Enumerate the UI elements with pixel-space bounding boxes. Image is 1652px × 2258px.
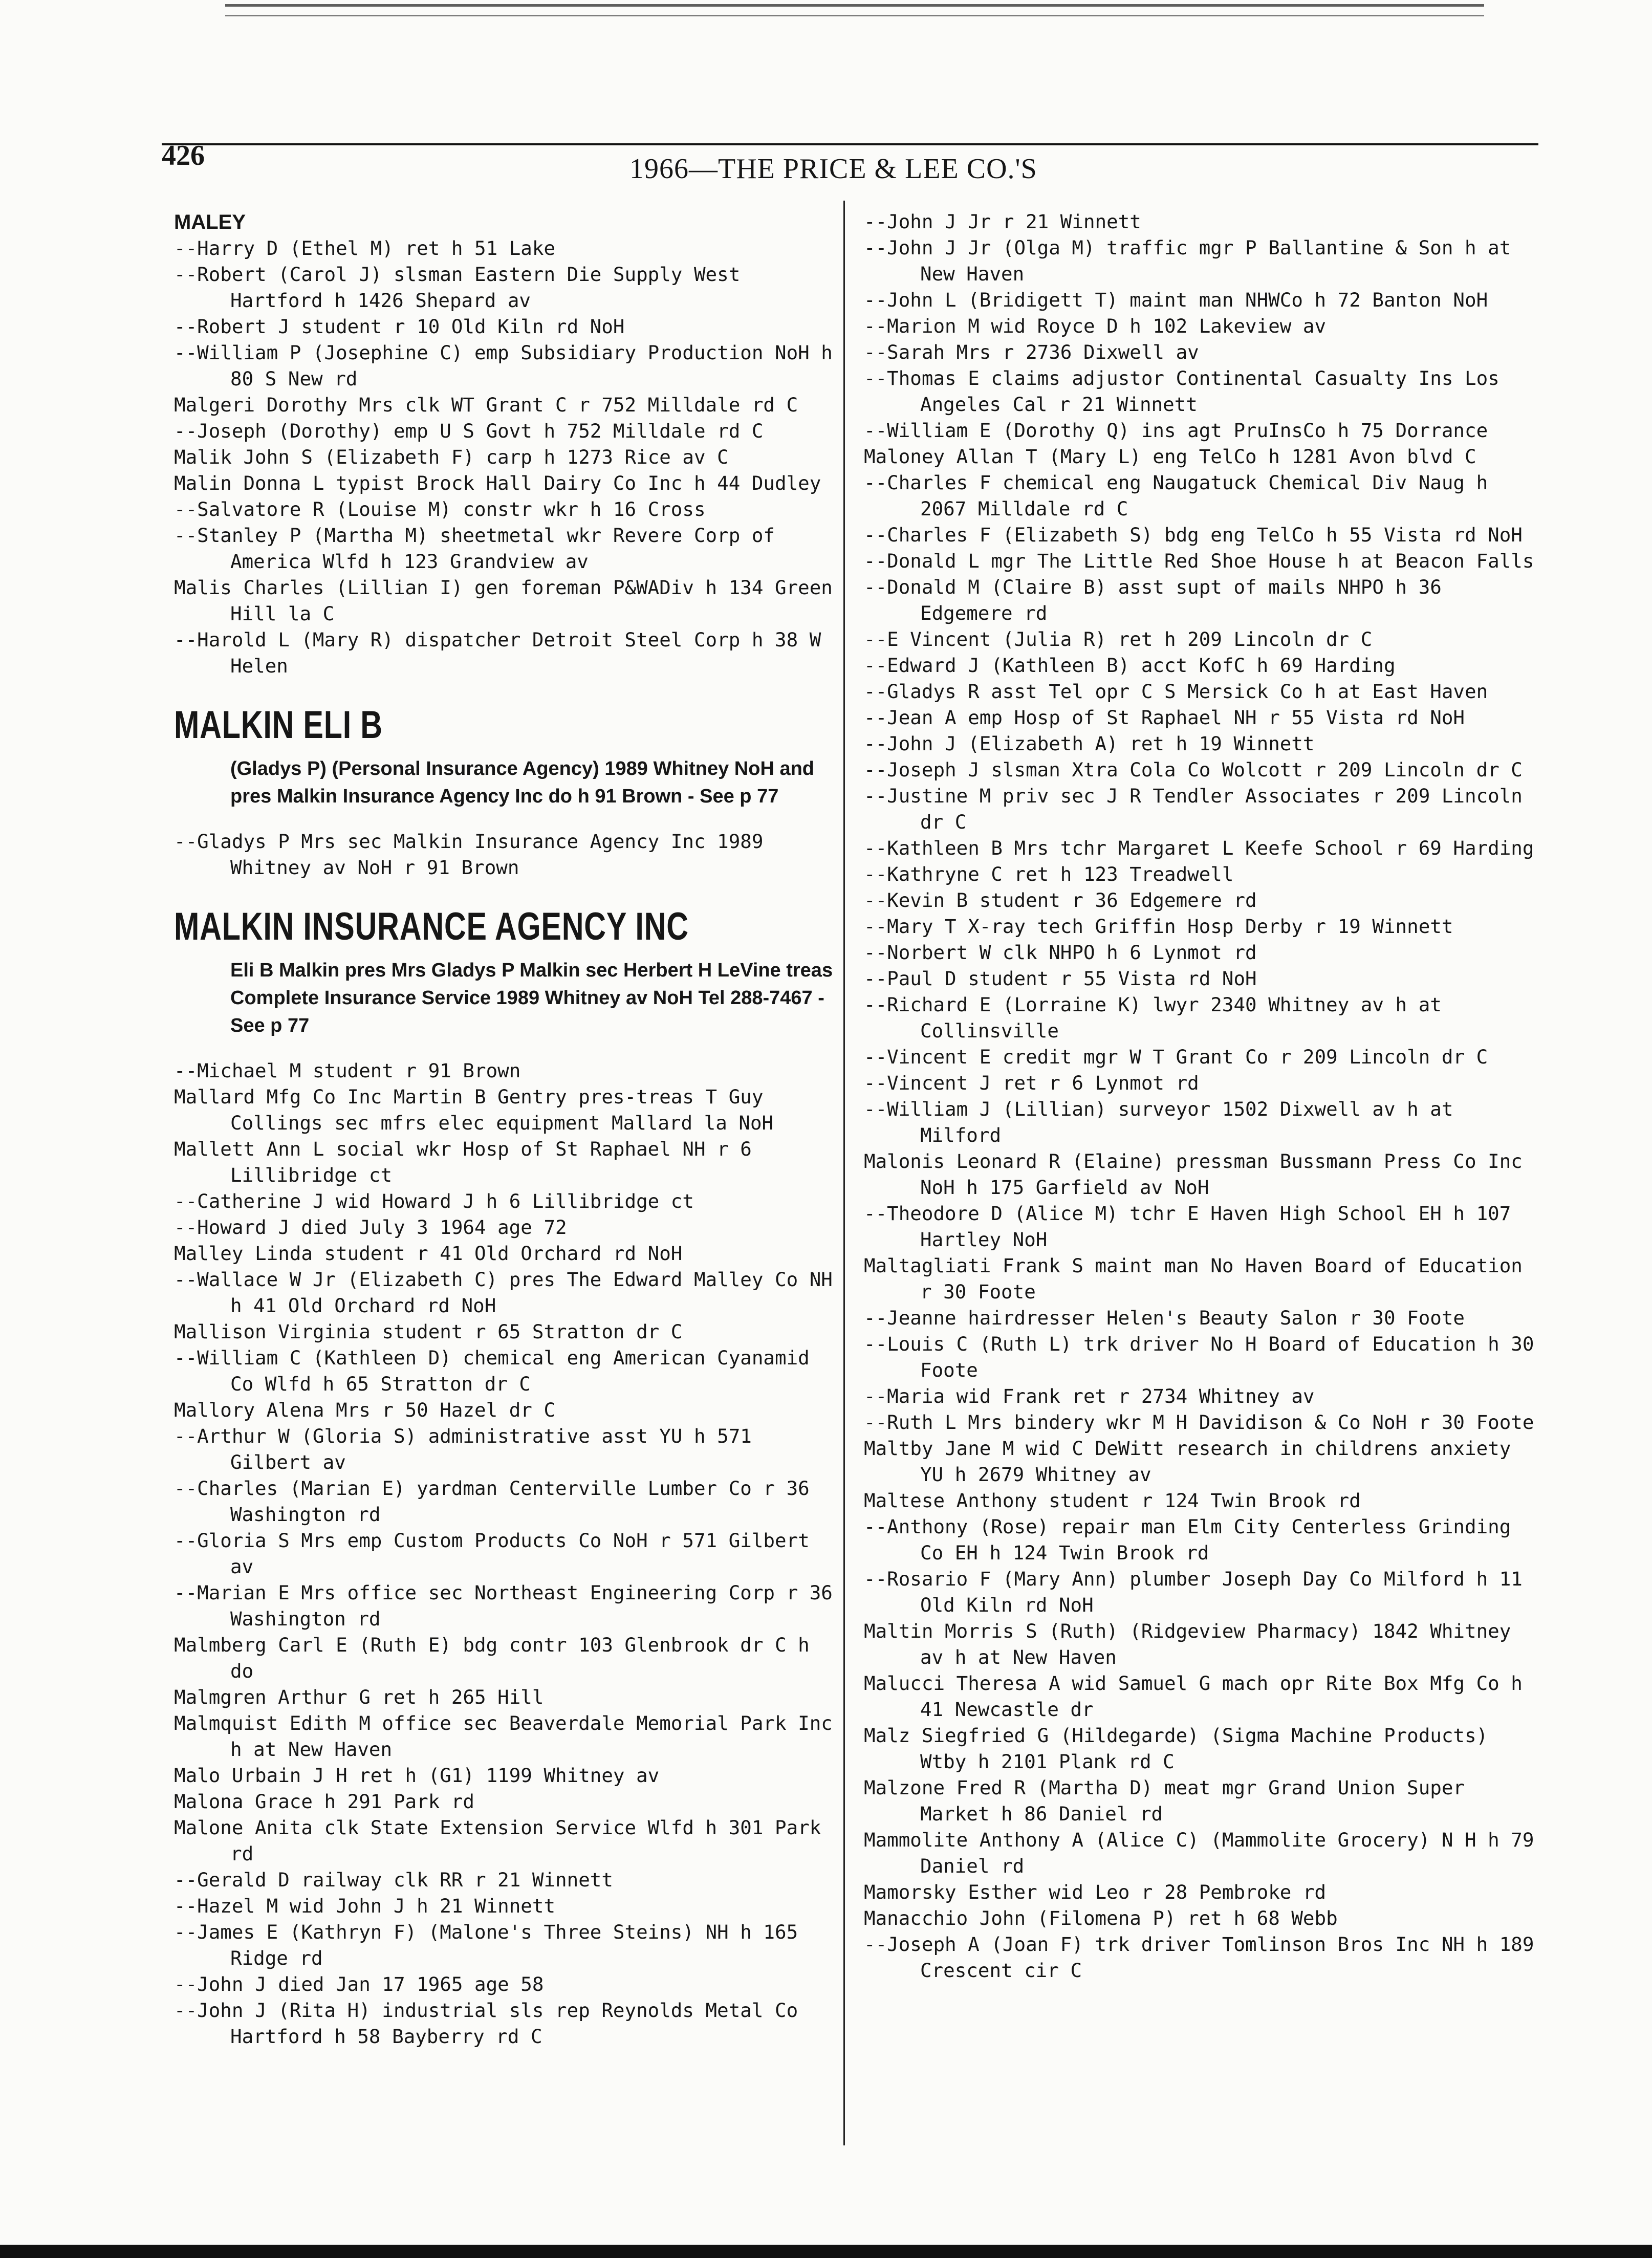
directory-entry: Mallard Mfg Co Inc Martin B Gentry pres-treas T Guy Collings sec mfrs elec equipment Mallard la NoH xyxy=(174,1085,774,1134)
directory-entry: Mammolite Anthony A (Alice C) (Mammolite Grocery) N H h 79 Daniel rd xyxy=(864,1829,1534,1877)
directory-entry: --Sarah Mrs r 2736 Dixwell av xyxy=(864,341,1199,363)
directory-entry: --E Vincent (Julia R) ret h 209 Lincoln dr C xyxy=(864,628,1373,650)
directory-entry: --Catherine J wid Howard J h 6 Lillibridge ct xyxy=(174,1190,694,1212)
directory-entry: Malmberg Carl E (Ruth E) bdg contr 103 Glenbrook dr C h do xyxy=(174,1634,810,1682)
directory-entry: --Ruth L Mrs bindery wkr M H Davidison & Co NoH r 30 Foote xyxy=(864,1411,1534,1434)
directory-entry: --Robert J student r 10 Old Kiln rd NoH xyxy=(174,315,625,338)
directory-entry: --Hazel M wid John J h 21 Winnett xyxy=(174,1895,556,1917)
header-rule xyxy=(162,143,1538,145)
directory-entry: --Wallace W Jr (Elizabeth C) pres The Edward Malley Co NH h 41 Old Orchard rd NoH xyxy=(174,1268,833,1317)
directory-entry: --Rosario F (Mary Ann) plumber Joseph Day Co Milford h 11 Old Kiln rd NoH xyxy=(864,1568,1523,1616)
directory-entry: --John J (Elizabeth A) ret h 19 Winnett xyxy=(864,732,1315,755)
section-heading: MALEY xyxy=(174,211,246,233)
directory-entry: --Salvatore R (Louise M) constr wkr h 16 Cross xyxy=(174,498,706,520)
directory-entry: --Harry D (Ethel M) ret h 51 Lake xyxy=(174,237,556,259)
directory-entry: --Robert (Carol J) slsman Eastern Die Supply West Hartford h 1426 Shepard av xyxy=(174,263,741,312)
directory-entry: --John J Jr (Olga M) traffic mgr P Ballantine & Son h at New Haven xyxy=(864,236,1511,285)
directory-entry: --Marion M wid Royce D h 102 Lakeview av xyxy=(864,315,1327,337)
directory-entry: Malz Siegfried G (Hildegarde) (Sigma Machine Products) Wtby h 2101 Plank rd C xyxy=(864,1724,1488,1773)
directory-entry: --Marian E Mrs office sec Northeast Engineering Corp r 36 Washington rd xyxy=(174,1581,833,1630)
directory-entry: --Louis C (Ruth L) trk driver No H Board of Education h 30 Foote xyxy=(864,1333,1534,1381)
directory-entry: Mallett Ann L social wkr Hosp of St Raphael NH r 6 Lillibridge ct xyxy=(174,1138,752,1186)
directory-entry: --Joseph J slsman Xtra Cola Co Wolcott r 209 Lincoln dr C xyxy=(864,758,1523,781)
left-column xyxy=(174,209,839,2050)
directory-entry: --Anthony (Rose) repair man Elm City Centerless Grinding Co EH h 124 Twin Brook rd xyxy=(864,1515,1511,1564)
directory-entry: Malzone Fred R (Martha D) meat mgr Grand Union Super Market h 86 Daniel rd xyxy=(864,1776,1465,1825)
directory-entry: Malmgren Arthur G ret h 265 Hill xyxy=(174,1686,544,1708)
directory-entry: Malis Charles (Lillian I) gen foreman P&WADiv h 134 Green Hill la C xyxy=(174,576,833,625)
directory-entry: --Paul D student r 55 Vista rd NoH xyxy=(864,967,1257,990)
directory-entry: --Joseph (Dorothy) emp U S Govt h 752 Milldale rd C xyxy=(174,420,764,442)
directory-entry: --Michael M student r 91 Brown xyxy=(174,1059,521,1082)
directory-entry: --James E (Kathryn F) (Malone's Three Steins) NH h 165 Ridge rd xyxy=(174,1921,798,1969)
directory-entry: --Theodore D (Alice M) tchr E Haven High School EH h 107 Hartley NoH xyxy=(864,1202,1511,1251)
directory-entry: --Gladys P Mrs sec Malkin Insurance Agency Inc 1989 Whitney av NoH r 91 Brown xyxy=(174,830,764,879)
column-divider xyxy=(843,201,845,2145)
advertisement-title: MALKIN ELI B xyxy=(174,703,383,747)
directory-entry: Malin Donna L typist Brock Hall Dairy Co Inc h 44 Dudley xyxy=(174,472,821,494)
directory-entry: --John L (Bridigett T) maint man NHWCo h 72 Banton NoH xyxy=(864,289,1488,311)
directory-entry: --Kevin B student r 36 Edgemere rd xyxy=(864,889,1257,911)
bottom-scan-edge xyxy=(0,2245,1652,2258)
advertisement-body: (Gladys P) (Personal Insurance Agency) 1989 Whitney NoH and pres Malkin Insurance Agency Inc do h 91 Brown - See p 77 xyxy=(230,758,815,807)
directory-entry: --John J Jr r 21 Winnett xyxy=(864,210,1141,233)
directory-entry: --Gladys R asst Tel opr C S Mersick Co h at East Haven xyxy=(864,680,1488,703)
advertisement-body: Eli B Malkin pres Mrs Gladys P Malkin sec Herbert H LeVine treas Complete Insurance Service 1989 Whitney av NoH Tel 288-7467 - See p 77 xyxy=(230,960,833,1036)
directory-entry: --William C (Kathleen D) chemical eng American Cyanamid Co Wlfd h 65 Stratton dr C xyxy=(174,1347,810,1395)
directory-entry: --Jean A emp Hosp of St Raphael NH r 55 Vista rd NoH xyxy=(864,706,1465,729)
directory-entry: --Justine M priv sec J R Tendler Associates r 209 Lincoln dr C xyxy=(864,785,1523,833)
directory-entry: --Gloria S Mrs emp Custom Products Co NoH r 571 Gilbert av xyxy=(174,1529,810,1578)
directory-entry: Mallory Alena Mrs r 50 Hazel dr C xyxy=(174,1399,556,1421)
page-number: 426 xyxy=(162,140,205,171)
directory-entry: --William J (Lillian) surveyor 1502 Dixwell av h at Milford xyxy=(864,1098,1453,1146)
directory-entry: --Donald L mgr The Little Red Shoe House h at Beacon Falls xyxy=(864,550,1534,572)
directory-entry: --John J died Jan 17 1965 age 58 xyxy=(174,1973,544,1995)
directory-entry: Maltagliati Frank S maint man No Haven Board of Education r 30 Foote xyxy=(864,1254,1523,1303)
directory-entry: Maltby Jane M wid C DeWitt research in childrens anxiety YU h 2679 Whitney av xyxy=(864,1437,1511,1486)
directory-entry: --Mary T X-ray tech Griffin Hosp Derby r 19 Winnett xyxy=(864,915,1453,938)
top-border-rule xyxy=(225,4,1484,16)
directory-entry: --Arthur W (Gloria S) administrative asst YU h 571 Gilbert av xyxy=(174,1425,752,1473)
directory-entry: --Charles F chemical eng Naugatuck Chemical Div Naug h 2067 Milldale rd C xyxy=(864,471,1488,520)
directory-entry: --Charles F (Elizabeth S) bdg eng TelCo h 55 Vista rd NoH xyxy=(864,524,1523,546)
directory-entry: --Richard E (Lorraine K) lwyr 2340 Whitney av h at Collinsville xyxy=(864,993,1442,1042)
directory-entry: Malone Anita clk State Extension Service Wlfd h 301 Park rd xyxy=(174,1816,821,1865)
directory-entry: --Norbert W clk NHPO h 6 Lynmot rd xyxy=(864,941,1257,964)
directory-entry: --John J (Rita H) industrial sls rep Reynolds Metal Co Hartford h 58 Bayberry rd C xyxy=(174,1999,798,2048)
directory-entry: --Howard J died July 3 1964 age 72 xyxy=(174,1216,567,1239)
directory-entry: Malo Urbain J H ret h (G1) 1199 Whitney av xyxy=(174,1764,660,1787)
directory-entry: --Jeanne hairdresser Helen's Beauty Salon r 30 Foote xyxy=(864,1307,1465,1329)
advertisement-title: MALKIN INSURANCE AGENCY INC xyxy=(174,905,689,948)
directory-entry: --Edward J (Kathleen B) acct KofC h 69 Harding xyxy=(864,654,1396,677)
directory-entry: Mamorsky Esther wid Leo r 28 Pembroke rd xyxy=(864,1881,1327,1903)
directory-entry: Maltese Anthony student r 124 Twin Brook rd xyxy=(864,1489,1361,1512)
directory-entry: Mallison Virginia student r 65 Stratton dr C xyxy=(174,1320,683,1343)
directory-entry: --Joseph A (Joan F) trk driver Tomlinson Bros Inc NH h 189 Crescent cir C xyxy=(864,1933,1534,1982)
directory-entry: --William E (Dorothy Q) ins agt PruInsCo h 75 Dorrance xyxy=(864,419,1488,442)
directory-entry: --Charles (Marian E) yardman Centerville Lumber Co r 36 Washington rd xyxy=(174,1477,810,1526)
directory-entry: --Maria wid Frank ret r 2734 Whitney av xyxy=(864,1385,1315,1407)
directory-entry: --Gerald D railway clk RR r 21 Winnett xyxy=(174,1869,613,1891)
directory-entry: Maloney Allan T (Mary L) eng TelCo h 1281 Avon blvd C xyxy=(864,445,1476,468)
directory-entry: --Vincent E credit mgr W T Grant Co r 209 Lincoln dr C xyxy=(864,1046,1488,1068)
directory-entry: Malgeri Dorothy Mrs clk WT Grant C r 752 Milldale rd C xyxy=(174,394,798,416)
directory-entry: --Vincent J ret r 6 Lynmot rd xyxy=(864,1072,1199,1094)
directory-entry: Malona Grace h 291 Park rd xyxy=(174,1790,474,1813)
directory-entry: --Harold L (Mary R) dispatcher Detroit Steel Corp h 38 W Helen xyxy=(174,628,821,677)
directory-entry: Malley Linda student r 41 Old Orchard rd NoH xyxy=(174,1242,683,1265)
directory-entry: --Stanley P (Martha M) sheetmetal wkr Revere Corp of America Wlfd h 123 Grandview av xyxy=(174,524,775,573)
directory-entry: Malmquist Edith M office sec Beaverdale Memorial Park Inc h at New Haven xyxy=(174,1712,833,1761)
directory-entry: Malik John S (Elizabeth F) carp h 1273 Rice av C xyxy=(174,446,729,468)
directory-entry: --Thomas E claims adjustor Continental Casualty Ins Los Angeles Cal r 21 Winnett xyxy=(864,367,1499,416)
directory-entry: --Donald M (Claire B) asst supt of mails NHPO h 36 Edgemere rd xyxy=(864,576,1442,624)
directory-entry: Manacchio John (Filomena P) ret h 68 Webb xyxy=(864,1907,1338,1929)
directory-entry: --Kathleen B Mrs tchr Margaret L Keefe School r 69 Harding xyxy=(864,837,1534,859)
right-column xyxy=(864,209,1539,1984)
directory-entry: Malonis Leonard R (Elaine) pressman Bussmann Press Co Inc NoH h 175 Garfield av NoH xyxy=(864,1150,1523,1199)
running-head: 1966—THE PRICE & LEE CO.'S xyxy=(629,153,1037,185)
directory-entry: --William P (Josephine C) emp Subsidiary Production NoH h 80 S New rd xyxy=(174,341,833,390)
directory-entry: --Kathryne C ret h 123 Treadwell xyxy=(864,863,1234,885)
directory-entry: Maltin Morris S (Ruth) (Ridgeview Pharmacy) 1842 Whitney av h at New Haven xyxy=(864,1620,1511,1668)
directory-entry: Malucci Theresa A wid Samuel G mach opr Rite Box Mfg Co h 41 Newcastle dr xyxy=(864,1672,1523,1721)
